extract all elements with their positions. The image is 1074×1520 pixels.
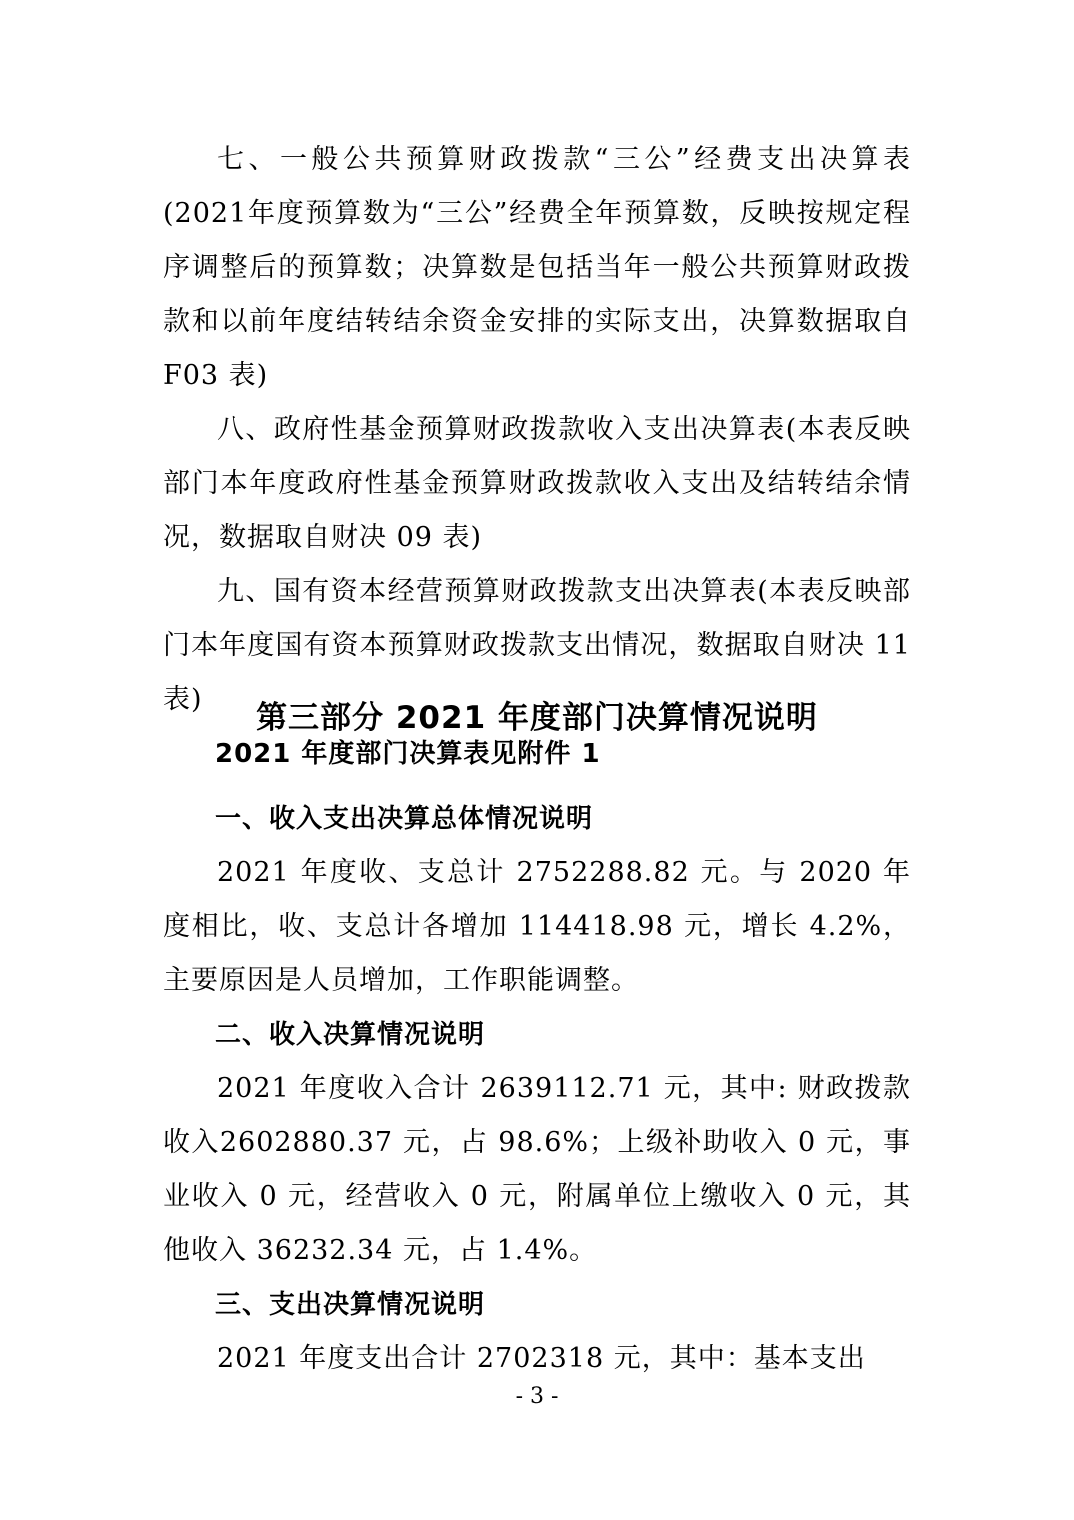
attachment-note: 2021 年度部门决算表见附件 1 [215,739,601,769]
section-3-paragraph: 2021 年度支出合计 2702318 元，其中：基本支出 [217,1343,866,1374]
item-7-paragraph: 七、一般公共预算财政拨款“三公”经费支出决算表(2021年度预算数为“三公”经费全年预算数，反映按规定程序调整后的预算数；决算数是包括当年一般公共预算财政拨款和以前年度结转结余资金安排的实际支出，决算数据取自 F03 表) [163,144,911,391]
section-2-paragraph: 2021 年度收入合计 2639112.71 元，其中: 财政拨款收入2602880.37 元，占 98.6%；上级补助收入 0 元，事业收入 0 元，经营收入 0 元，附属单位上缴收入 0 元，其他收入 36232.34 元，占 1.4%。 [163,1073,911,1266]
section-2-heading: 二、收入决算情况说明 [215,1020,486,1050]
section-1-heading: 一、收入支出决算总体情况说明 [215,804,594,834]
section-1-paragraph: 2021 年度收、支总计 2752288.82 元。与 2020 年度相比，收、支总计各增加 114418.98 元，增长 4.2%，主要原因是人员增加，工作职能调整。 [163,857,911,996]
part-three-title: 第三部分 2021 年度部门决算情况说明 [256,700,818,736]
page-number: - 3 - [515,1384,559,1409]
top-section [163,133,911,781]
section-3-heading: 三、支出决算情况说明 [215,1290,486,1320]
item-8-paragraph: 八、政府性基金预算财政拨款收入支出决算表(本表反映部门本年度政府性基金预算财政拨款收入支出及结转结余情况，数据取自财决 09 表) [163,414,911,553]
item-9-paragraph: 九、国有资本经营预算财政拨款支出决算表(本表反映部门本年度国有资本预算财政拨款支出情况，数据取自财决 11 表) [163,576,911,715]
part-three-body [163,792,911,1386]
